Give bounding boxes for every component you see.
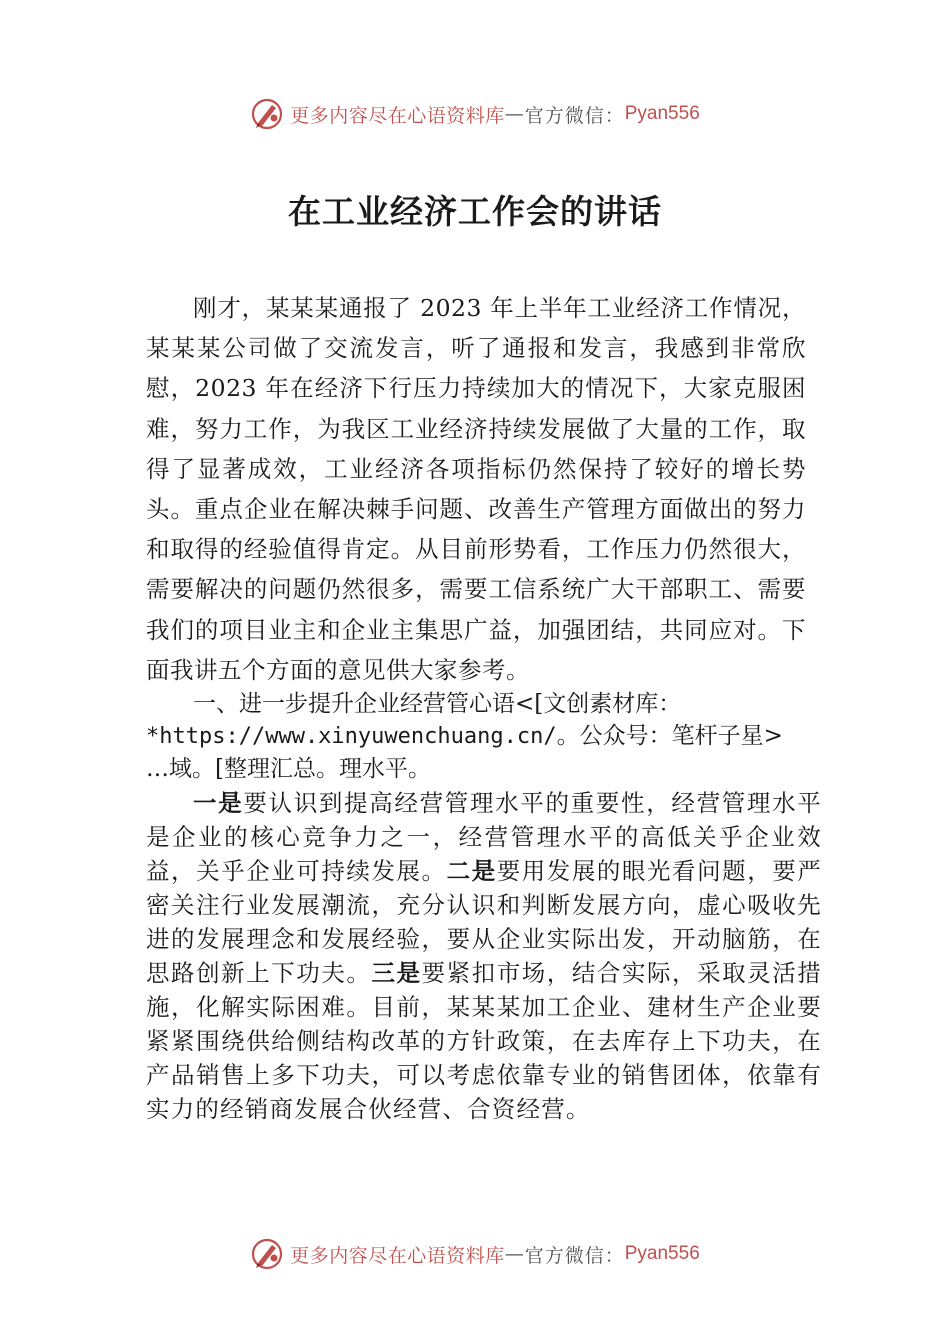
banner-dash: — [504,103,525,125]
footer-wechat-id: Pyan556 [624,1243,700,1264]
point-2-text: 要用发展的眼光看问题，要严密关注行业发展潮流，充分认识和判断发展方向，虚心吸收先进的发展理念和发展经验，要从企业实际出发，开动脑筋，在思路创新上下功夫。 [146,857,822,987]
section-1-heading-block [146,688,816,785]
banner-promo-text: 更多内容尽在心语资料库 [290,104,505,127]
point-2-label: 二是 [446,857,497,885]
point-3-text: 要紧扣市场，结合实际，采取灵活措施，化解实际困难。目前，某某某加工企业、建材生产企业要紧紧围绕供给侧结构改革的方针政策，在去库存上下功夫，在产品销售上多下功夫，可以考虑依靠专业的销售团体，依靠有实力的经销商发展合伙经营、合资经营。 [146,959,822,1123]
point-3-label: 三是 [371,959,422,987]
footer-promo-text: 更多内容尽在心语资料库 [290,1244,505,1267]
section-1-url-line [146,720,816,753]
document-title: 在工业经济工作会的讲话 [288,192,662,231]
pen-seal-logo-icon [250,1237,284,1271]
section-1-tail: …域。[整理汇总。理水平。 [146,756,431,782]
footer-dash: — [504,1243,525,1265]
banner-wechat-id: Pyan556 [624,103,700,124]
section-1-url: *https://www.xinyuwenchuang.cn/ [146,724,557,749]
footer-banner [0,1232,950,1276]
footer-wechat-label: 官方微信： [524,1244,625,1267]
header-banner [0,92,950,136]
paragraph-intro: 刚才，某某某通报了 2023 年上半年工业经济工作情况，某某某公司做了交流发言，听了通报和发言，我感到非常欣慰，2023 年在经济下行压力持续加大的情况下，大家克服困难，努力工作，为我区工业经济持续发展做了大量的工作，取得了显著成效，工业经济各项指标仍然保持了较好的增长势头。重点企业在解决棘手问题、改善生产管理方面做出的努力和取得的经验值得肯定。从目前形势看，工作压力仍然很大，需要解决的问题仍然很多，需要工信系统广大干部职工、需要我们的项目业主和企业主集思广益，加强团结，共同应对。下面我讲五个方面的意见供大家参考。 [146,294,806,684]
paragraph-points [146,786,822,1126]
point-1-text: 要认识到提高经营管理水平的重要性，经营管理水平是企业的核心竞争力之一，经营管理水平的高低关乎企业效益，关乎企业可持续发展。 [146,789,822,885]
section-1-heading: 一、进一步提升企业经营管心语<[文创素材库： [193,691,682,717]
banner-wechat-label: 官方微信： [524,104,625,127]
point-1-label: 一是 [193,789,244,817]
section-1-url-tail: 。公众号：笔杆子星> [556,723,783,749]
pen-seal-logo-icon [250,97,284,131]
